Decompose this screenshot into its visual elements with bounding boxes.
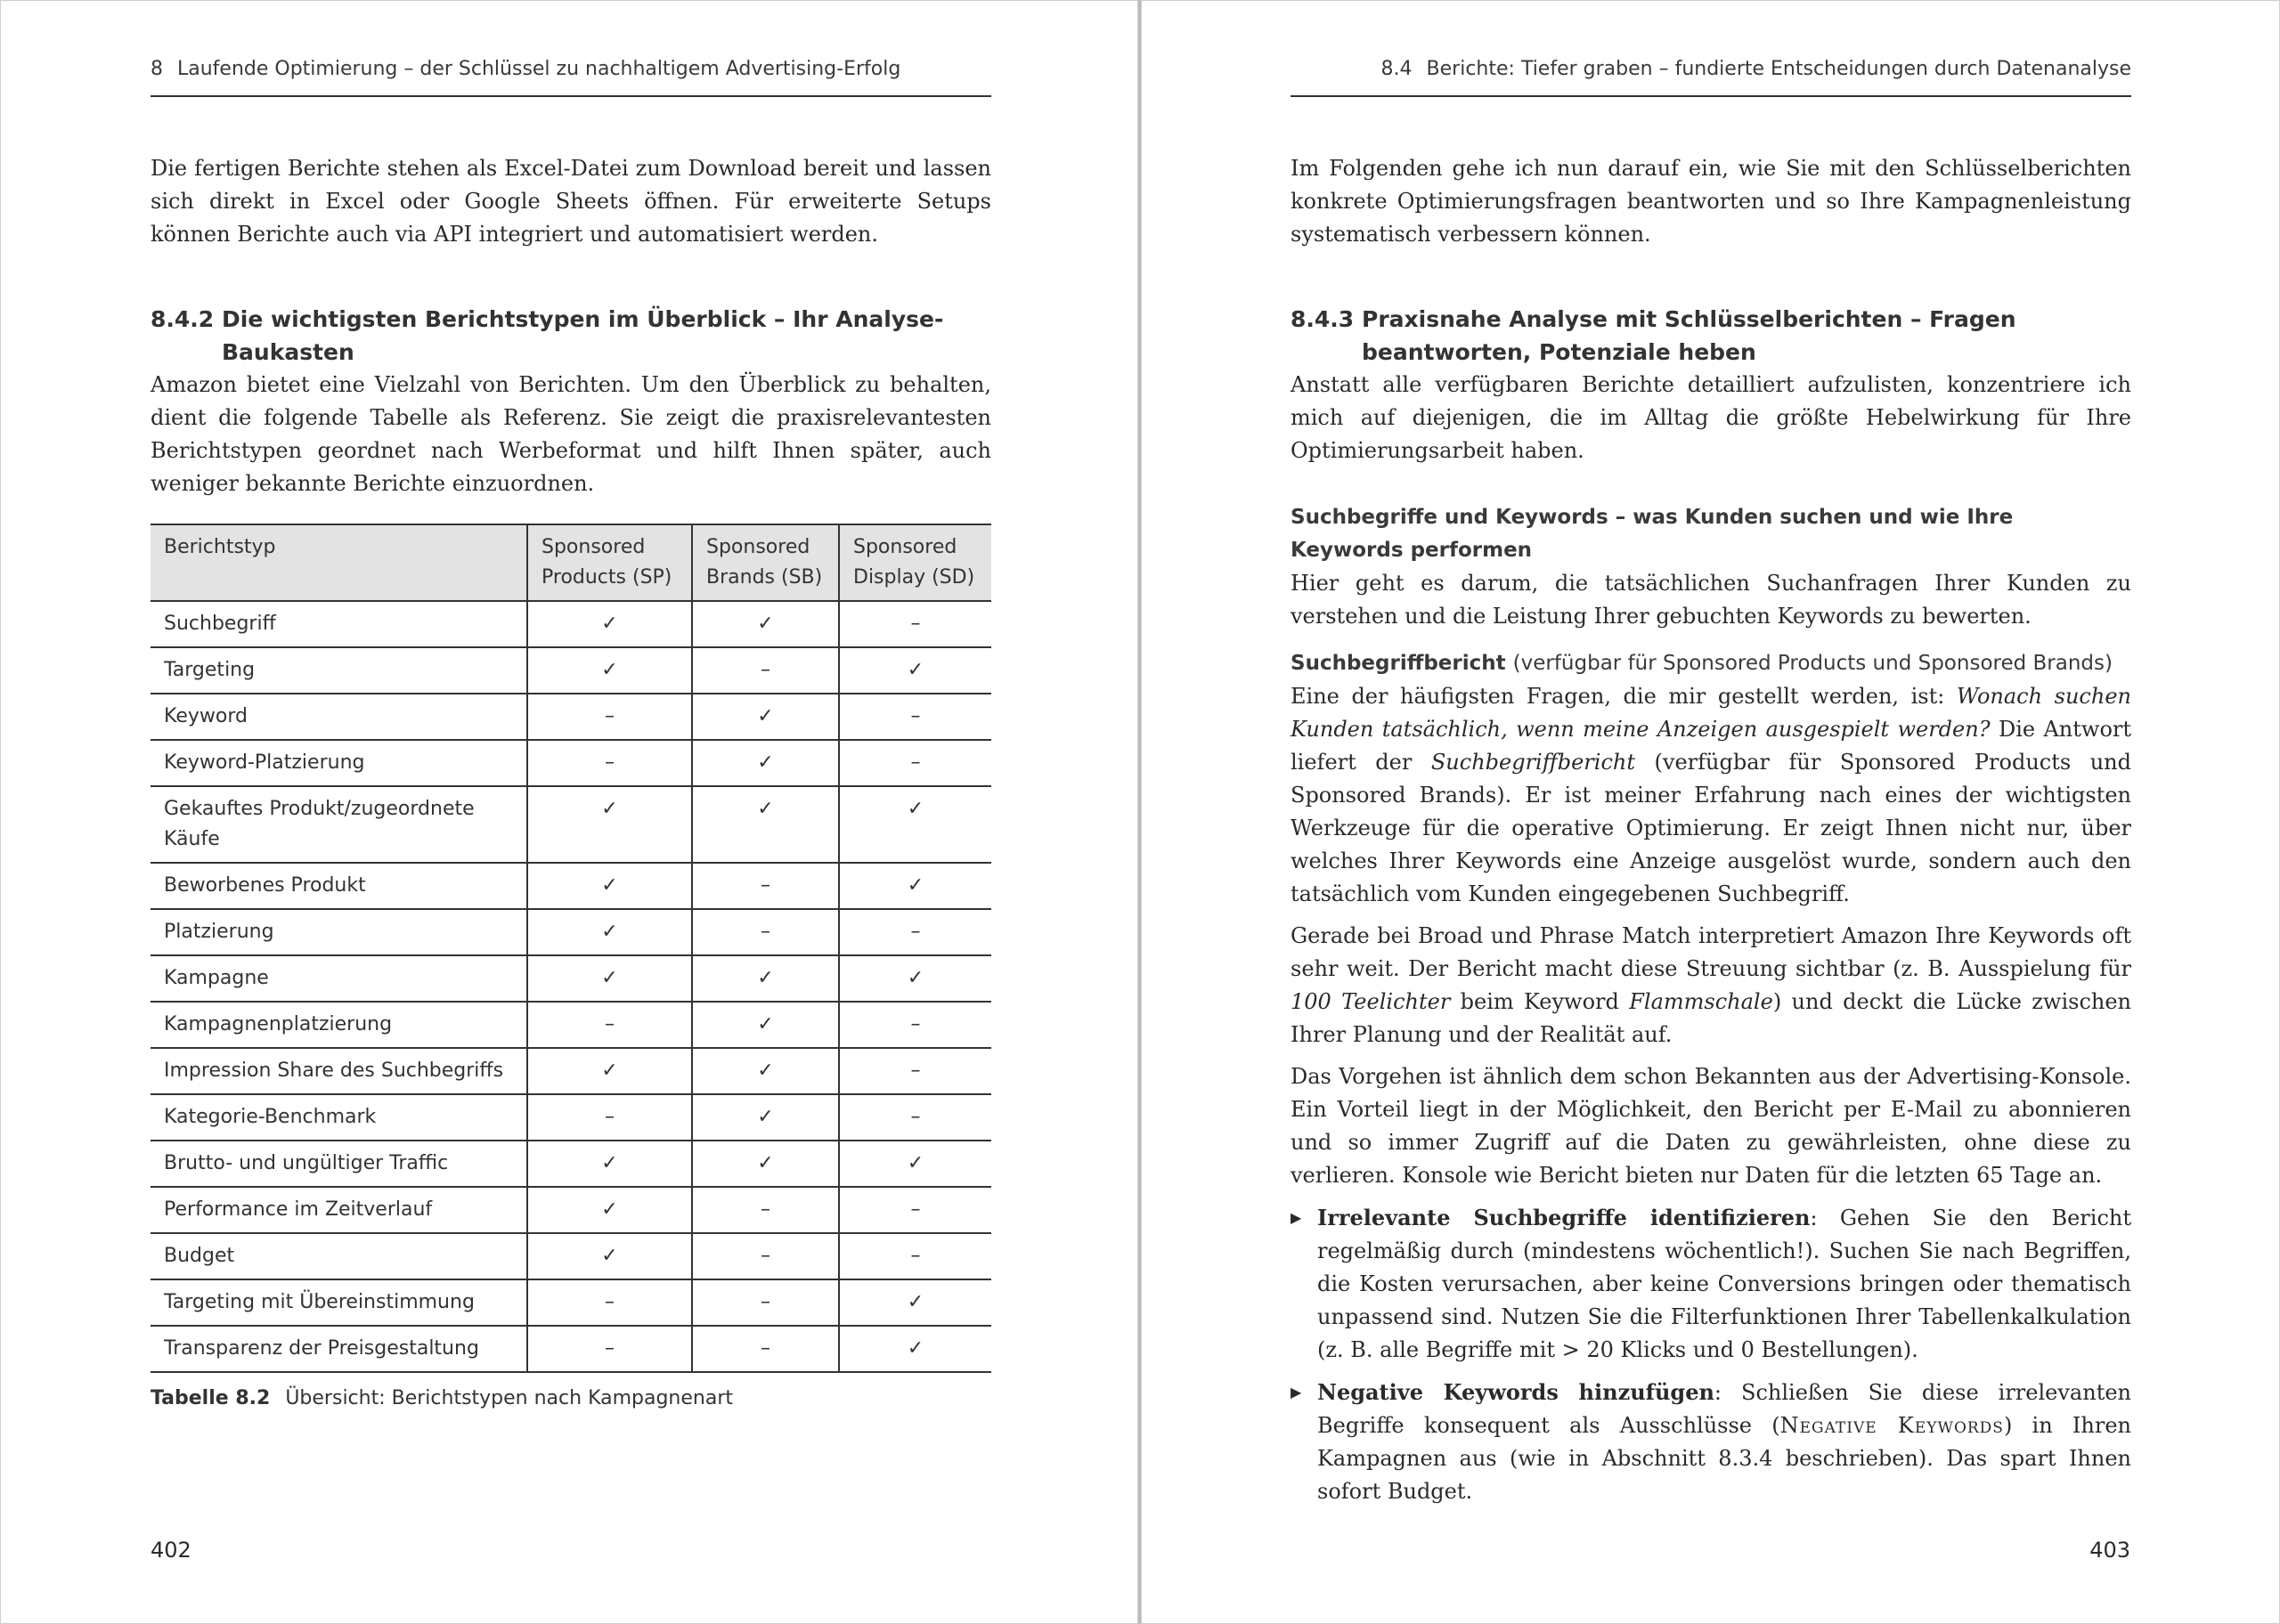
availability-cell: – [692, 909, 839, 955]
availability-cell: ✓ [839, 1279, 991, 1326]
report-type-cell: Targeting mit Übereinstimmung [151, 1279, 527, 1326]
page-number: 403 [2089, 1538, 2130, 1563]
report-type-cell: Kampagne [151, 955, 527, 1002]
report-type-cell: Beworbenes Produkt [151, 863, 527, 909]
header-cell: Sponsored Brands (SB) [692, 524, 839, 601]
availability-cell: – [839, 601, 991, 647]
availability-cell: – [692, 863, 839, 909]
report-paragraph-2: Gerade bei Broad und Phrase Match interpretiert Amazon Ihre Keywords oft sehr weit. Der Bericht macht diese Streuung sichtbar (z. B. Ausspielung für 100 Teelichter beim Keyword Flammschale) und deckt die Lücke zwischen Ihrer Planung und der Realität auf. [1291, 923, 2132, 1047]
report-paragraph-1: Eine der häufigsten Fragen, die mir gestellt werden, ist: Wonach suchen Kunden tatsächlich, wenn meine Anzeigen ausgespielt werden? Die Antwort liefert der Suchbegriffbericht (verfügbar für Sponsored Products und Sponsored Brands). Er ist meiner Erfahrung nach eines der wichtigsten Werkzeuge für die operative Optimierung. Er zeigt Ihnen nicht nur, über welches Ihrer Keywords eine Anzeige ausgelöst wurde, sondern auch den tatsächlich vom Kunden eingegebenen Suchbegriff. [1291, 684, 2132, 906]
table-row [151, 647, 991, 694]
subsection-paragraph: Hier geht es darum, die tatsächlichen Suchanfragen Ihrer Kunden zu verstehen und die Leistung Ihrer gebuchten Keywords zu bewerten. [1291, 571, 2131, 629]
caption-label: Tabelle 8.2 [151, 1387, 271, 1409]
availability-cell: – [692, 1187, 839, 1233]
availability-cell: – [527, 1279, 692, 1326]
table-row [151, 1187, 991, 1233]
report-type-cell: Budget [151, 1233, 527, 1279]
report-paragraph-3: Das Vorgehen ist ähnlich dem schon Bekannten aus der Advertising-Konsole. Ein Vorteil liegt in der Möglichkeit, den Bericht per E-Mail zu abonnieren und so immer Zugriff auf die Daten zu gewährleisten, ohne diese zu verlieren. Konsole wie Bericht bieten nur Daten für die letzten 65 Tage an. [1291, 1064, 2131, 1188]
report-availability-note: (verfügbar für Sponsored Products und Sponsored Brands) [1512, 652, 2113, 675]
triangle-right-icon: ▶ [1291, 1384, 1302, 1401]
availability-cell: ✓ [527, 1141, 692, 1187]
chapter-title: Laufende Optimierung – der Schlüssel zu nachhaltigem Advertising-Erfolg [177, 58, 901, 80]
availability-cell: ✓ [692, 1002, 839, 1048]
caption-text: Übersicht: Berichtstypen nach Kampagnenart [285, 1387, 734, 1409]
availability-cell: – [527, 1002, 692, 1048]
availability-cell: ✓ [692, 740, 839, 786]
subsection-heading: Suchbegriffe und Keywords – was Kunden suchen und wie Ihre Keywords performen [1291, 506, 2014, 562]
report-type-cell: Kampagnenplatzierung [151, 1002, 527, 1048]
availability-cell: – [527, 1326, 692, 1372]
availability-cell: ✓ [527, 863, 692, 909]
section-ref-number: 8.4 [1380, 58, 1413, 80]
availability-cell: – [692, 1233, 839, 1279]
running-head [1291, 60, 2131, 97]
report-type-cell: Targeting [151, 647, 527, 694]
report-type-cell: Keyword-Platzierung [151, 740, 527, 786]
table-row [151, 1002, 991, 1048]
triangle-right-icon: ▶ [1291, 1209, 1302, 1226]
report-title: Suchbegriffbericht [1291, 652, 1506, 675]
report-type-cell: Platzierung [151, 909, 527, 955]
table-row [151, 740, 991, 786]
availability-cell: – [527, 1094, 692, 1141]
chapter-number: 8 [151, 58, 163, 80]
availability-cell: ✓ [527, 1233, 692, 1279]
availability-cell: ✓ [527, 909, 692, 955]
table-row [151, 1279, 991, 1326]
table-caption [151, 1387, 991, 1409]
availability-cell: – [839, 1048, 991, 1094]
availability-cell: ✓ [527, 601, 692, 647]
availability-cell: ✓ [839, 647, 991, 694]
left-content [151, 152, 991, 1409]
table-row [151, 955, 991, 1002]
report-type-cell: Impression Share des Suchbegriffs [151, 1048, 527, 1094]
section-number: 8.4.3 [1291, 306, 1355, 332]
table-row [151, 1094, 991, 1141]
page-number: 402 [151, 1538, 191, 1563]
list-item: ▶ Irrelevante Suchbegriffe identifizieren: Gehen Sie den Bericht regelmäßig durch (mindestens wöchentlich!). Suchen Sie nach Begriffen, die Kosten verursachen, aber keine Conversions bringen oder thematisch unpassend sind. Nutzen Sie die Filterfunktionen Ihrer Tabellenkalkulation (z. B. alle Begriffe mit > 20 Klicks und 0 Bestellungen). [1291, 1201, 2131, 1367]
header-cell: Berichtstyp [151, 524, 527, 601]
report-type-cell: Gekauftes Produkt/zugeordnete Käufe [151, 786, 527, 863]
section-paragraph: Anstatt alle verfügbaren Berichte detailliert aufzulisten, konzentriere ich mich auf diejenigen, die im Alltag die größte Hebelwirkung für Ihre Optimierungsarbeit haben. [1291, 372, 2131, 463]
section-heading [1291, 303, 2131, 369]
table-row [151, 1326, 991, 1372]
report-types-table [151, 524, 991, 1373]
availability-cell: ✓ [527, 955, 692, 1002]
availability-cell: – [839, 1187, 991, 1233]
availability-cell: ✓ [527, 786, 692, 863]
report-heading [1291, 647, 2131, 680]
header-cell: Sponsored Products (SP) [527, 524, 692, 601]
header-cell: Sponsored Display (SD) [839, 524, 991, 601]
intro-paragraph: Im Folgenden gehe ich nun darauf ein, wie Sie mit den Schlüsselberichten konkrete Optimierungsfragen beantworten und so Ihre Kampagnenleistung systematisch verbessern können. [1291, 156, 2131, 247]
table-row [151, 1233, 991, 1279]
availability-cell: ✓ [527, 1187, 692, 1233]
availability-cell: – [527, 740, 692, 786]
report-type-cell: Keyword [151, 694, 527, 740]
availability-cell: – [527, 694, 692, 740]
availability-cell: ✓ [692, 694, 839, 740]
section-heading [151, 303, 991, 369]
running-head [151, 60, 991, 97]
availability-cell: – [692, 1279, 839, 1326]
availability-cell: – [692, 647, 839, 694]
availability-cell: – [839, 694, 991, 740]
table-row [151, 1141, 991, 1187]
right-page [1141, 0, 2280, 1624]
availability-cell: ✓ [839, 955, 991, 1002]
table-row [151, 909, 991, 955]
availability-cell: – [839, 1233, 991, 1279]
report-type-cell: Performance im Zeitverlauf [151, 1187, 527, 1233]
availability-cell: ✓ [692, 786, 839, 863]
availability-cell: ✓ [692, 601, 839, 647]
table-row [151, 601, 991, 647]
table-row [151, 863, 991, 909]
section-title: Die wichtigsten Berichtstypen im Überblick – Ihr Analyse-Baukasten [222, 306, 944, 365]
section-paragraph: Amazon bietet eine Vielzahl von Berichten. Um den Überblick zu behalten, dient die folgende Tabelle als Referenz. Sie zeigt die praxisrelevantesten Berichtstypen geordnet nach Werbeformat und hilft Ihnen später, auch weniger bekannte Berichte einzuordnen. [151, 372, 991, 496]
report-type-cell: Brutto- und ungültiger Traffic [151, 1141, 527, 1187]
table-row [151, 1048, 991, 1094]
left-page [0, 0, 1138, 1624]
availability-cell: – [839, 1094, 991, 1141]
table-row [151, 694, 991, 740]
report-type-cell: Kategorie-Benchmark [151, 1094, 527, 1141]
availability-cell: ✓ [692, 1094, 839, 1141]
availability-cell: ✓ [839, 1141, 991, 1187]
right-content [1291, 152, 2131, 1517]
availability-cell: ✓ [692, 1141, 839, 1187]
table-body [151, 601, 991, 1372]
availability-cell: ✓ [692, 1048, 839, 1094]
section-title: Praxisnahe Analyse mit Schlüsselberichten – Fragen beantworten, Potenziale heben [1362, 306, 2016, 365]
table-header-row [151, 524, 991, 601]
availability-cell: ✓ [839, 786, 991, 863]
availability-cell: – [839, 740, 991, 786]
report-type-cell: Suchbegriff [151, 601, 527, 647]
availability-cell: ✓ [527, 1048, 692, 1094]
availability-cell: – [839, 1002, 991, 1048]
availability-cell: ✓ [527, 647, 692, 694]
section-number: 8.4.2 [151, 306, 215, 332]
list-item: ▶ Negative Keywords hinzufügen: Schließen Sie diese irrelevanten Begriffe konsequent als Ausschlüsse (Negative Keywords) in Ihren Kampagnen aus (wie in Abschnitt 8.3.4 beschrieben). Das spart Ihnen sofort Budget. [1291, 1376, 2131, 1508]
bullet-list [1291, 1201, 2131, 1508]
intro-paragraph: Die fertigen Berichte stehen als Excel-Datei zum Download bereit und lassen sich direkt in Excel oder Google Sheets öffnen. Für erweiterte Setups können Berichte auch via API integriert und automatisiert werden. [151, 156, 991, 247]
availability-cell: ✓ [839, 863, 991, 909]
availability-cell: ✓ [692, 955, 839, 1002]
table-row [151, 786, 991, 863]
availability-cell: – [692, 1326, 839, 1372]
section-ref-title: Berichte: Tiefer graben – fundierte Entscheidungen durch Datenanalyse [1426, 58, 2131, 80]
availability-cell: – [839, 909, 991, 955]
availability-cell: ✓ [839, 1326, 991, 1372]
report-type-cell: Transparenz der Preisgestaltung [151, 1326, 527, 1372]
